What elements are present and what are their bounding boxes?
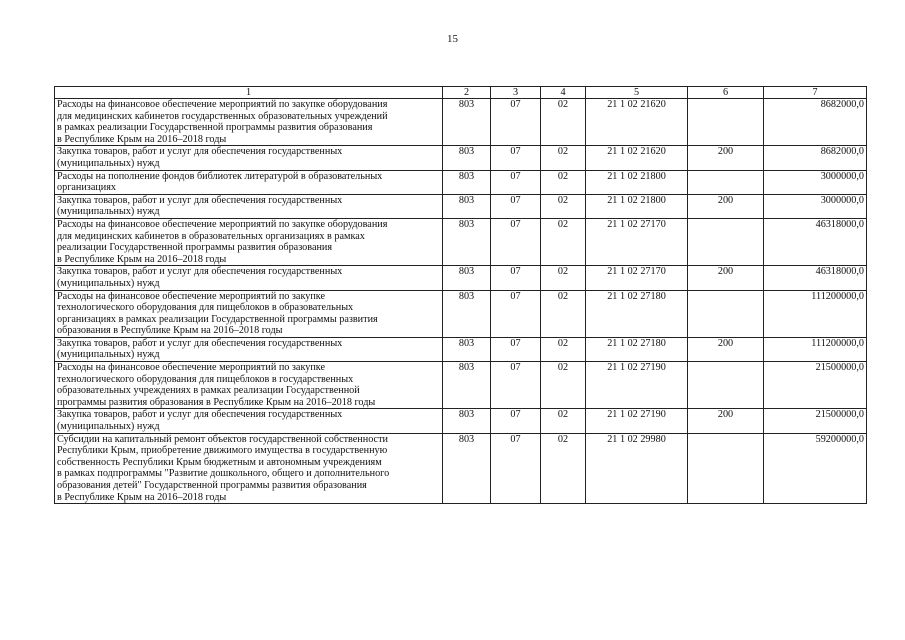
- table-row: [55, 146, 867, 170]
- header-row: [55, 87, 867, 99]
- row-description: Закупка товаров, работ и услуг для обеспечения государственных (муниципальных) нужд: [55, 266, 443, 290]
- row-description: Расходы на финансовое обеспечение мероприятий по закупке оборудования для медицинских кабинетов в образовательных организациях в рамках реализации Государственной программы развития образования в Республике Крым на 2016–2018 годы: [55, 218, 443, 265]
- amount: 111200000,0: [764, 337, 867, 361]
- row-description: Субсидии на капитальный ремонт объектов государственной собственности Республики Крым, приобретение движимого имущества в государственную собственность Республики Крым бюджетным и автономным учреждениям в рамках подпрограммы "Развитие дошкольного, общего и дополнительного образования детей" Государственной программы развития образования в Республике Крым на 2016–2018 годы: [55, 433, 443, 504]
- target-article-code: 21 1 02 27190: [586, 362, 688, 409]
- ministry-code: 803: [443, 218, 491, 265]
- column-header: 3: [491, 87, 541, 99]
- subsection-code: 02: [541, 146, 586, 170]
- expense-type-code: [688, 99, 764, 146]
- subsection-code: 02: [541, 337, 586, 361]
- subsection-code: 02: [541, 99, 586, 146]
- amount: 46318000,0: [764, 266, 867, 290]
- target-article-code: 21 1 02 21620: [586, 99, 688, 146]
- amount: 111200000,0: [764, 290, 867, 337]
- expense-type-code: [688, 218, 764, 265]
- row-description: Расходы на финансовое обеспечение мероприятий по закупке оборудования для медицинских кабинетов государственных образовательных учреждений в рамках реализации Государственной программы развития образования в Республике Крым на 2016–2018 годы: [55, 99, 443, 146]
- table-row: [55, 362, 867, 409]
- subsection-code: 02: [541, 194, 586, 218]
- amount: 21500000,0: [764, 409, 867, 433]
- table-row: [55, 409, 867, 433]
- section-code: 07: [491, 290, 541, 337]
- row-description: Закупка товаров, работ и услуг для обеспечения государственных (муниципальных) нужд: [55, 194, 443, 218]
- target-article-code: 21 1 02 21620: [586, 146, 688, 170]
- table-row: [55, 170, 867, 194]
- amount: 3000000,0: [764, 170, 867, 194]
- row-description: Закупка товаров, работ и услуг для обеспечения государственных (муниципальных) нужд: [55, 409, 443, 433]
- expense-type-code: 200: [688, 266, 764, 290]
- table-row: [55, 290, 867, 337]
- page-number: 15: [447, 33, 458, 45]
- expense-type-code: 200: [688, 337, 764, 361]
- expense-type-code: 200: [688, 146, 764, 170]
- row-description: Расходы на финансовое обеспечение мероприятий по закупке технологического оборудования для пищеблоков в государственных образовательных учреждениях в рамках реализации Государственной программы развития образования в Республике Крым на 2016–2018 годы: [55, 362, 443, 409]
- row-description: Расходы на пополнение фондов библиотек литературой в образовательных организациях: [55, 170, 443, 194]
- section-code: 07: [491, 194, 541, 218]
- ministry-code: 803: [443, 99, 491, 146]
- ministry-code: 803: [443, 194, 491, 218]
- ministry-code: 803: [443, 362, 491, 409]
- section-code: 07: [491, 146, 541, 170]
- target-article-code: 21 1 02 29980: [586, 433, 688, 504]
- table-row: [55, 194, 867, 218]
- amount: 8682000,0: [764, 99, 867, 146]
- expense-type-code: [688, 290, 764, 337]
- table-row: [55, 337, 867, 361]
- subsection-code: 02: [541, 266, 586, 290]
- subsection-code: 02: [541, 362, 586, 409]
- ministry-code: 803: [443, 290, 491, 337]
- amount: 46318000,0: [764, 218, 867, 265]
- target-article-code: 21 1 02 27170: [586, 266, 688, 290]
- expense-type-code: [688, 433, 764, 504]
- column-header: 6: [688, 87, 764, 99]
- row-description: Закупка товаров, работ и услуг для обеспечения государственных (муниципальных) нужд: [55, 146, 443, 170]
- ministry-code: 803: [443, 266, 491, 290]
- subsection-code: 02: [541, 433, 586, 504]
- section-code: 07: [491, 218, 541, 265]
- table-row: [55, 433, 867, 504]
- row-description: Расходы на финансовое обеспечение мероприятий по закупке технологического оборудования для пищеблоков в образовательных организациях в рамках реализации Государственной программы развития образования в Республике Крым на 2016–2018 годы: [55, 290, 443, 337]
- subsection-code: 02: [541, 170, 586, 194]
- target-article-code: 21 1 02 27190: [586, 409, 688, 433]
- ministry-code: 803: [443, 170, 491, 194]
- expense-type-code: 200: [688, 409, 764, 433]
- column-header: 2: [443, 87, 491, 99]
- ministry-code: 803: [443, 337, 491, 361]
- section-code: 07: [491, 337, 541, 361]
- section-code: 07: [491, 266, 541, 290]
- column-header: 5: [586, 87, 688, 99]
- section-code: 07: [491, 362, 541, 409]
- amount: 59200000,0: [764, 433, 867, 504]
- expense-type-code: [688, 362, 764, 409]
- target-article-code: 21 1 02 27180: [586, 290, 688, 337]
- table-row: [55, 266, 867, 290]
- amount: 21500000,0: [764, 362, 867, 409]
- amount: 3000000,0: [764, 194, 867, 218]
- section-code: 07: [491, 433, 541, 504]
- subsection-code: 02: [541, 290, 586, 337]
- target-article-code: 21 1 02 27180: [586, 337, 688, 361]
- row-description: Закупка товаров, работ и услуг для обеспечения государственных (муниципальных) нужд: [55, 337, 443, 361]
- subsection-code: 02: [541, 218, 586, 265]
- section-code: 07: [491, 409, 541, 433]
- ministry-code: 803: [443, 433, 491, 504]
- expense-type-code: [688, 170, 764, 194]
- ministry-code: 803: [443, 409, 491, 433]
- target-article-code: 21 1 02 21800: [586, 170, 688, 194]
- target-article-code: 21 1 02 27170: [586, 218, 688, 265]
- section-code: 07: [491, 99, 541, 146]
- table-row: [55, 99, 867, 146]
- amount: 8682000,0: [764, 146, 867, 170]
- budget-table: [54, 86, 867, 504]
- ministry-code: 803: [443, 146, 491, 170]
- target-article-code: 21 1 02 21800: [586, 194, 688, 218]
- section-code: 07: [491, 170, 541, 194]
- table-row: [55, 218, 867, 265]
- subsection-code: 02: [541, 409, 586, 433]
- column-header: 4: [541, 87, 586, 99]
- column-header: 1: [55, 87, 443, 99]
- column-header: 7: [764, 87, 867, 99]
- expense-type-code: 200: [688, 194, 764, 218]
